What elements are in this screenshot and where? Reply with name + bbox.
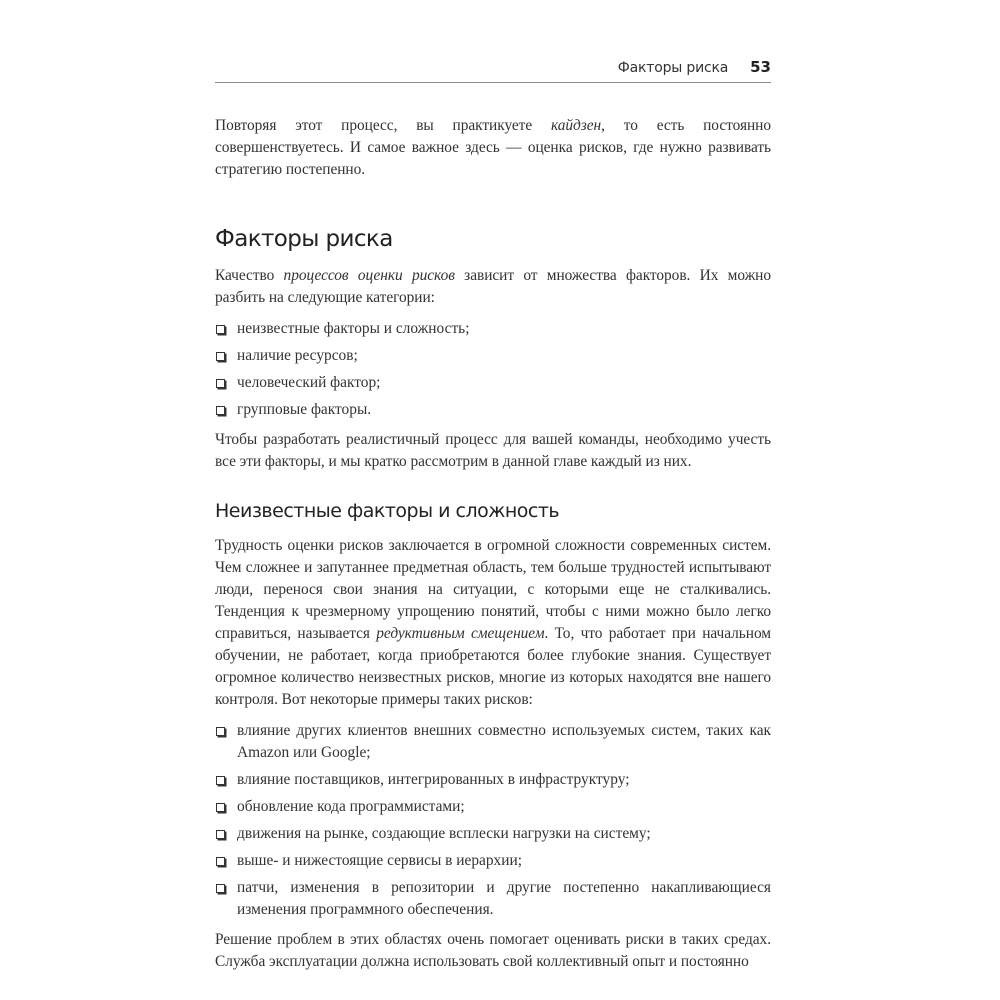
- checkbox-square-icon: [216, 379, 225, 388]
- checkbox-square-icon: [216, 325, 225, 334]
- list-item-text: выше- и нижестоящие сервисы в иерархии;: [237, 852, 522, 869]
- intro-text-before: Повторяя этот процесс, вы практикуете: [215, 117, 551, 134]
- section-text-after: зависит от множества факторов. Их можно разбить на следующие категории:: [215, 267, 772, 306]
- list-item: [215, 769, 771, 791]
- list-item: [215, 796, 771, 818]
- subsection-text-before: Трудность оценки рисков заключается в огромной сложности современных систем. Чем сложнее и запутаннее предметная область, тем больше трудностей испытывают люди, перенося свои знания на ситуации, с которыми еще не сталкивались. Тенденция к чрезмерному упрощению понятий, чтобы с ними можно было легко справиться, называется: [215, 537, 771, 642]
- subsection-closing-paragraph: Решение проблем в этих областях очень помогает оценивать риски в таких средах. Служба эксплуатации должна использовать свой коллективный опыт и постоянно: [215, 931, 771, 970]
- list-item: [215, 720, 771, 764]
- checkbox-square-icon: [216, 406, 225, 415]
- list-item: [215, 372, 771, 394]
- running-head: [215, 58, 771, 83]
- list-item: [215, 399, 771, 421]
- list-item-text: человеческий фактор;: [237, 374, 381, 391]
- section-emphasis: процессов оценки рисков: [283, 267, 455, 284]
- section-closing-paragraph: Чтобы разработать реалистичный процесс для вашей команды, необходимо учесть все эти факторы, и мы кратко рассмотрим в данной главе каждый из них.: [215, 431, 771, 470]
- list-item: [215, 823, 771, 845]
- book-page: [215, 58, 771, 973]
- list-item: [215, 318, 771, 340]
- list-item-text: патчи, изменения в репозитории и другие постепенно накапливающиеся изменения программного обеспечения.: [237, 879, 771, 918]
- unknown-risks-list: [215, 720, 771, 921]
- checkbox-square-icon: [216, 352, 225, 361]
- intro-text-after: , то есть постоянно совершенствуетесь. И самое важное здесь — оценка рисков, где нужно развивать стратегию постепенно.: [215, 117, 771, 178]
- intro-paragraph: [215, 115, 771, 181]
- subsection-heading: Неизвестные факторы и сложность: [215, 500, 560, 522]
- checkbox-square-icon: [216, 776, 225, 785]
- intro-emphasis: кайдзен: [550, 117, 602, 134]
- list-item-text: наличие ресурсов;: [237, 347, 358, 364]
- subsection-paragraph: [215, 535, 771, 711]
- risk-categories-list: [215, 318, 771, 421]
- section-paragraph: [215, 265, 771, 309]
- list-item: [215, 850, 771, 872]
- checkbox-square-icon: [216, 884, 225, 893]
- list-item-text: влияние поставщиков, интегрированных в инфраструктуру;: [237, 771, 630, 788]
- checkbox-square-icon: [216, 857, 225, 866]
- list-item-text: движения на рынке, создающие всплески нагрузки на систему;: [237, 825, 651, 842]
- list-item: [215, 345, 771, 367]
- section-text-before: Качество: [215, 267, 284, 284]
- section-heading: Факторы риска: [215, 226, 393, 252]
- checkbox-square-icon: [216, 727, 225, 736]
- checkbox-square-icon: [216, 803, 225, 812]
- checkbox-square-icon: [216, 830, 225, 839]
- list-item-text: обновление кода программистами;: [237, 798, 465, 815]
- subsection-emphasis: редуктивным смещением: [376, 625, 545, 642]
- list-item-text: групповые факторы.: [237, 401, 372, 418]
- list-item-text: неизвестные факторы и сложность;: [237, 320, 470, 337]
- subsection-text-after: . То, что работает при начальном обучении, не работает, когда приобретаются более глубокие знания. Существует огромное количество неизвестных рисков, многие из которых находятся вне нашего контроля. Вот некоторые примеры таких рисков:: [215, 625, 771, 708]
- list-item: [215, 877, 771, 921]
- running-head-title: Факторы риска: [617, 60, 729, 76]
- page-number: 53: [750, 58, 771, 76]
- list-item-text: влияние других клиентов внешних совместно используемых систем, таких как Amazon или Google;: [237, 722, 771, 761]
